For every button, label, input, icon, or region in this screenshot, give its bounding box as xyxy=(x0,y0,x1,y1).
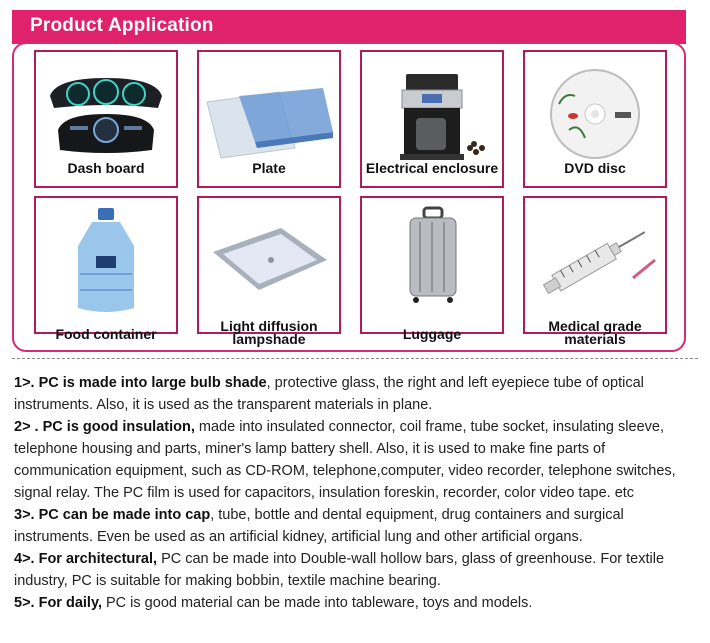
application-grid xyxy=(12,42,686,352)
application-label: Medical grade materials xyxy=(548,318,642,347)
application-card-dvd-disc xyxy=(523,50,667,188)
application-card-medical xyxy=(523,196,667,347)
application-label: Luggage xyxy=(402,326,462,342)
paragraph-lead: 3>. PC can be made into cap xyxy=(14,507,211,523)
paragraph-body: PC can be made into Double-wall hollow bars, glass of greenhouse. For textile industry, PC is suitable for making bobbin, textile machine bearing. xyxy=(14,551,665,589)
application-label: Food container xyxy=(55,326,157,342)
paragraph xyxy=(14,372,690,416)
lampshade-image xyxy=(199,198,339,332)
paragraph-lead: 4>. For architectural, xyxy=(14,551,158,567)
application-label: DVD disc xyxy=(564,160,626,176)
application-card-lampshade xyxy=(197,196,341,347)
paragraph-body: PC is good material can be made into tableware, toys and models. xyxy=(101,595,533,611)
paragraph-body: made into insulated connector, coil frame, tube socket, insulating sleeve, telephone housing and parts, miner's lamp battery shell. Also, it is used to make fine parts of communication equipment, such as CD-ROM, telephone,computer, video recorder, telephone switches, signal relay. The PC film is used for capacitors, insulation foreskin, recorder, color video tape. etc xyxy=(14,419,676,501)
paragraph xyxy=(14,592,690,614)
paragraph-body: , protective glass, the right and left eyepiece tube of optical instruments. Also, it is used as the transparent materials in plane. xyxy=(14,375,644,413)
application-card-dash-board xyxy=(34,50,178,188)
application-card-food-container xyxy=(34,196,178,342)
paragraph-lead: 2> . PC is good insulation, xyxy=(14,419,195,435)
section-title: Product Application xyxy=(30,15,214,36)
application-card-electrical-enclosure xyxy=(360,50,504,188)
section-banner xyxy=(12,10,686,44)
application-label: Plate xyxy=(252,160,286,176)
water-bottle-image xyxy=(36,198,176,332)
application-card-luggage xyxy=(360,196,504,342)
paragraph xyxy=(14,548,690,592)
paragraph xyxy=(14,416,690,504)
paragraph-body: , tube, bottle and dental equipment, drug containers and surgical instruments. Even be used as an artificial kidney, artificial lung and other artificial organs. xyxy=(14,507,624,545)
application-label: Electrical enclosure xyxy=(365,160,499,176)
application-label: Dash board xyxy=(67,160,145,176)
luggage-image xyxy=(362,198,502,332)
description-text xyxy=(14,372,690,614)
syringe-image xyxy=(525,198,665,332)
paragraph xyxy=(14,504,690,548)
divider xyxy=(12,358,698,359)
application-card-plate xyxy=(197,50,341,188)
paragraph-lead: 5>. For daily, xyxy=(14,595,102,611)
application-label: Light diffusion lampshade xyxy=(220,318,318,347)
paragraph-lead: 1>. PC is made into large bulb shade xyxy=(14,375,267,391)
